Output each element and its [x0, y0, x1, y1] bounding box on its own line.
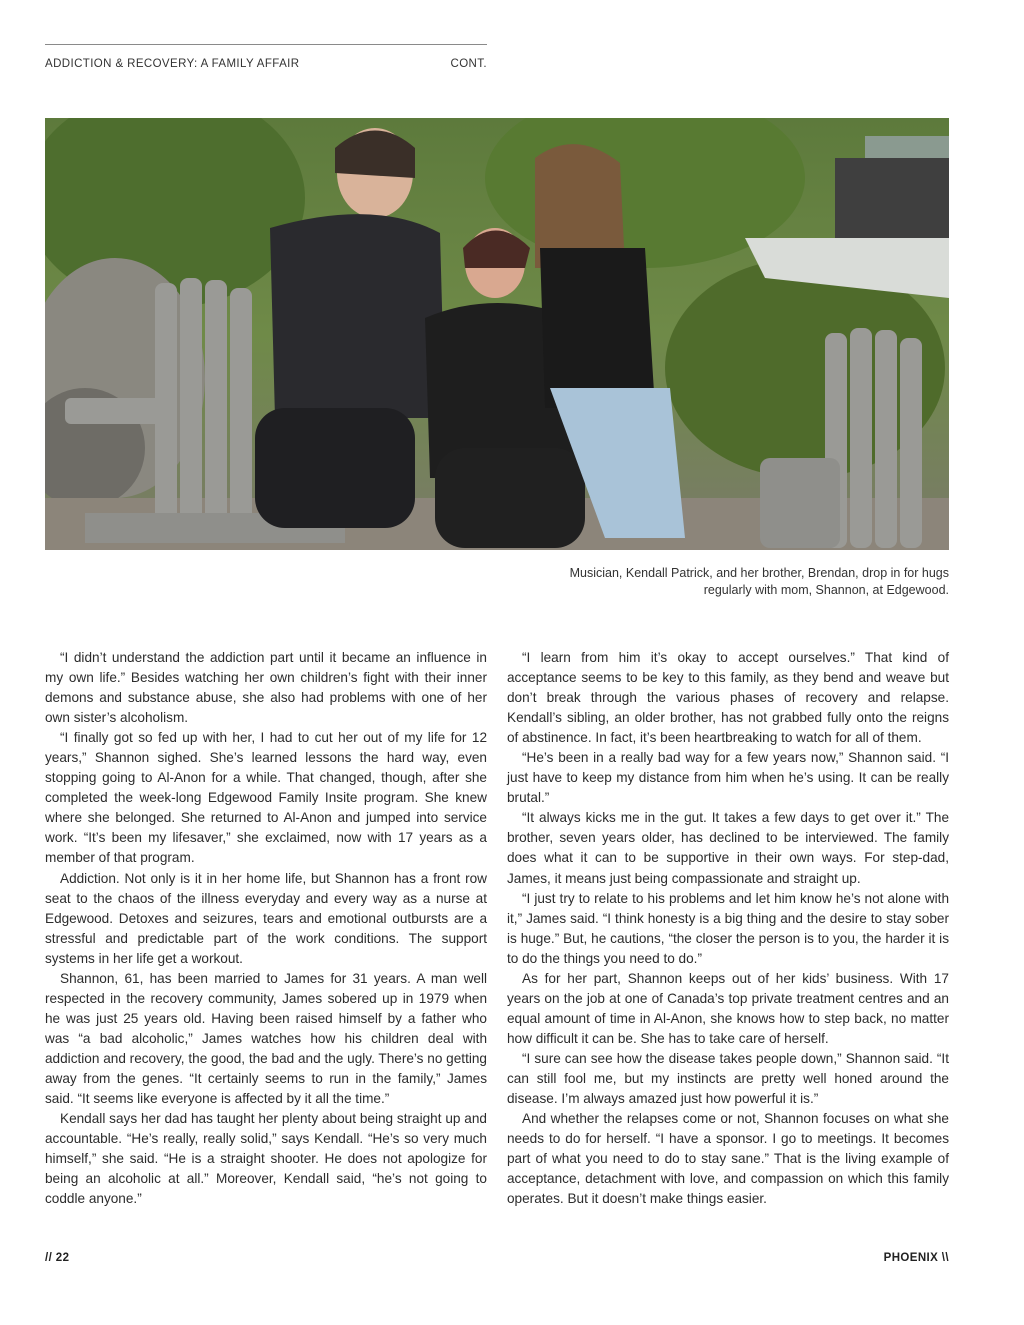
- paragraph: “I sure can see how the disease takes people down,” Shannon said. “It can still fool me, but my instincts are pretty well honed around the disease. I’m always amazed just how powerful it is.”: [507, 1050, 949, 1107]
- page-number: // 22: [45, 1252, 70, 1264]
- paragraph: Addiction. Not only is it in her home life, but Shannon has a front row seat to the chaos of the illness everyday and every way as a nurse at Edgewood. Detoxes and seizures, tears and emotional outbursts are a stressful and predictable part of the work conditions. The support systems in her life get a workout.: [45, 870, 487, 966]
- continued-label: CONT.: [450, 58, 487, 70]
- article-column-right: [507, 648, 949, 1209]
- article-column-left: [45, 648, 487, 1209]
- paragraph: Shannon, 61, has been married to James for 31 years. A man well respected in the recovery community, James sobered up in 1979 when he was just 25 years old. Having been raised himself by a father who was “a bad alcoholic,” James watches how his children deal with addiction and recovery, the good, the bad and the ugly. There’s no getting away from the genes. “It certainly seems to run in the family,” James said. “It seems like everyone is affected by it all the time.”: [45, 970, 487, 1107]
- paragraph: And whether the relapses come or not, Shannon focuses on what she needs to do for herself. “I have a sponsor. I go to meetings. It becomes part of what you need to do to stay sane.” That is the living example of acceptance, detachment with love, and compassion on which this family operates. But it doesn’t make things easier.: [507, 1111, 949, 1207]
- section-title: ADDICTION & RECOVERY: A FAMILY AFFAIR: [45, 58, 300, 70]
- paragraph: Kendall says her dad has taught her plenty about being straight up and accountable. “He’s really, really solid,” says Kendall. “He’s so very much himself,” she said. “He is a straight shooter. He does not apologize for being an alcoholic at all.” Moreover, Kendall said, “he’s not going to coddle anyone.”: [45, 1111, 487, 1207]
- photo-caption: [449, 565, 949, 599]
- running-head: [45, 58, 487, 74]
- paragraph: As for her part, Shannon keeps out of her kids’ business. With 17 years on the job at one of Canada’s top private treatment centres and an equal amount of time in Al-Anon, she knows how to step back, no matter how difficult it can be. She has to take care of herself.: [507, 970, 949, 1046]
- paragraph: “I finally got so fed up with her, I had to cut her out of my life for 12 years,” Shannon sighed. She’s learned lessons the hard way, even stopping going to Al-Anon for a while. That changed, though, after she completed the week-long Edgewood Family Insite program. She knew where she belonged. She returned to Al-Anon and jumped into service work. “It’s been my lifesaver,” she exclaimed, now with 17 years as a member of that program.: [45, 730, 487, 866]
- caption-line-2: regularly with mom, Shannon, at Edgewood.: [703, 583, 949, 597]
- caption-line-1: Musician, Kendall Patrick, and her brother, Brendan, drop in for hugs: [569, 566, 949, 580]
- family-photo: [45, 118, 949, 550]
- paragraph: “He’s been in a really bad way for a few years now,” Shannon said. “I just have to keep my distance from him when he’s using. It can be really brutal.”: [507, 750, 949, 806]
- paragraph: “I didn’t understand the addiction part until it became an influence in my own life.” Besides watching her own children’s fight with their inner demons and substance abuse, she also had problems with one of her own sister’s alcoholism.: [45, 650, 487, 726]
- magazine-name: PHOENIX \\: [883, 1252, 949, 1264]
- header-rule: [45, 44, 487, 45]
- paragraph: “I just try to relate to his problems and let him know he’s not alone with it,” James said. “I think honesty is a big thing and the desire to stay sober is huge.” But, he cautions, “the closer the person is to you, the harder it is to do the things you need to do.”: [507, 890, 949, 966]
- paragraph: “I learn from him it’s okay to accept ourselves.” That kind of acceptance seems to be key to this family, as they bend and weave but don’t break through the various phases of recovery and relapse. Kendall’s sibling, an older brother, has not grabbed fully onto the reigns of abstinence. In fact, it’s been heartbreaking to watch for all of them.: [507, 650, 949, 746]
- paragraph: “It always kicks me in the gut. It takes a few days to get over it.” The brother, seven years older, has declined to be interviewed. The family does what it can to be supportive in their own ways. For step-dad, James, it means just being compassionate and straight up.: [507, 810, 949, 886]
